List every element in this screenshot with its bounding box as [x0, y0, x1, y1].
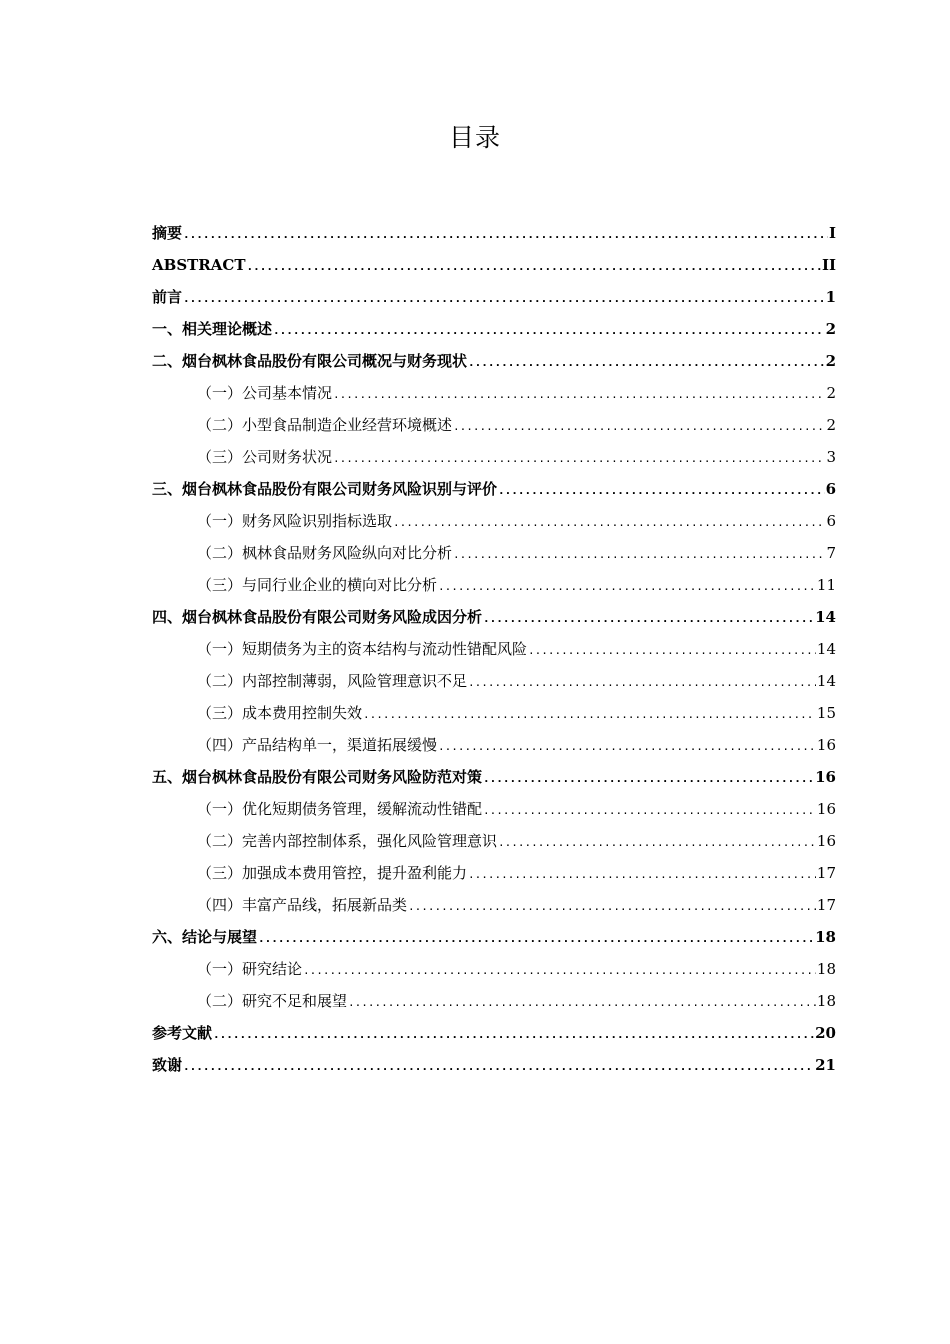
toc-page-number: 14: [816, 672, 836, 690]
dot-leader: [183, 1051, 814, 1083]
toc-entry-label: 加强成本费用管控，提升盈利能力: [242, 864, 468, 882]
toc-subentry[interactable]: [152, 697, 836, 729]
toc-subentry[interactable]: [152, 825, 836, 857]
dot-leader: [183, 219, 828, 251]
toc-page-number: 2: [826, 384, 836, 402]
toc-entry-label: 前言: [152, 288, 183, 306]
toc-subentry[interactable]: [152, 985, 836, 1017]
toc-entry-number: （三）: [197, 448, 243, 466]
toc-entry[interactable]: [152, 281, 836, 313]
toc-subentry[interactable]: [152, 441, 836, 473]
toc-entry[interactable]: [152, 1017, 836, 1049]
dot-leader: [247, 251, 821, 283]
dot-leader: [258, 923, 814, 955]
dot-leader: [213, 1019, 814, 1051]
toc-page-number: 20: [815, 1024, 836, 1042]
toc-entry-label: 二、烟台枫林食品股份有限公司概况与财务现状: [152, 352, 468, 370]
toc-entry[interactable]: [152, 249, 836, 281]
toc-page-number: 14: [815, 608, 836, 626]
toc-page-number: 2: [826, 416, 836, 434]
toc-page-number: 14: [816, 640, 836, 658]
toc-entry-number: （一）: [197, 800, 243, 818]
toc-entry-number: （二）: [197, 672, 243, 690]
dot-leader: [483, 603, 814, 635]
dot-leader: [303, 955, 816, 987]
toc-subentry[interactable]: [152, 793, 836, 825]
dot-leader: [363, 699, 816, 731]
toc-subentry[interactable]: [152, 889, 836, 921]
toc-entry-label: 财务风险识别指标选取: [242, 512, 393, 530]
toc-entry-label: 丰富产品线，拓展新品类: [242, 896, 408, 914]
dot-leader: [498, 827, 816, 859]
toc-entry[interactable]: [152, 313, 836, 345]
toc-page-number: 6: [825, 480, 836, 498]
dot-leader: [348, 987, 816, 1019]
toc-entry-number: （三）: [197, 864, 243, 882]
toc-entry-label: 六、结论与展望: [152, 928, 258, 946]
toc-entry-number: （一）: [197, 512, 243, 530]
toc-page-number: 18: [815, 928, 836, 946]
toc-subentry[interactable]: [152, 409, 836, 441]
toc-entry-label: 五、烟台枫林食品股份有限公司财务风险防范对策: [152, 768, 483, 786]
toc-subentry[interactable]: [152, 665, 836, 697]
toc-entry-label: 摘要: [152, 224, 183, 242]
toc-page-number: 17: [816, 896, 836, 914]
toc-entry-number: （一）: [197, 384, 243, 402]
toc-page-number: II: [821, 256, 836, 274]
toc-page-number: 16: [816, 736, 836, 754]
dot-leader: [333, 443, 825, 475]
toc-entry-label: ABSTRACT: [152, 256, 246, 274]
dot-leader: [393, 507, 825, 539]
dot-leader: [483, 763, 814, 795]
toc-entry-number: （三）: [197, 576, 243, 594]
dot-leader: [453, 411, 825, 443]
toc-entry-label: 完善内部控制体系，强化风险管理意识: [242, 832, 498, 850]
toc-entry-number: （一）: [197, 960, 243, 978]
toc-entry-label: 小型食品制造企业经营环境概述: [242, 416, 453, 434]
toc-entry-label: 参考文献: [152, 1024, 213, 1042]
toc-entry-label: 一、相关理论概述: [152, 320, 273, 338]
toc-subentry[interactable]: [152, 857, 836, 889]
dot-leader: [183, 283, 825, 315]
toc-subentry[interactable]: [152, 729, 836, 761]
toc-page-number: 6: [826, 512, 836, 530]
toc-entry[interactable]: [152, 473, 836, 505]
dot-leader: [438, 731, 816, 763]
toc-entry[interactable]: [152, 921, 836, 953]
toc-entry-label: 公司财务状况: [242, 448, 333, 466]
toc-subentry[interactable]: [152, 569, 836, 601]
toc-page-number: 18: [816, 992, 836, 1010]
toc-entry-label: 四、烟台枫林食品股份有限公司财务风险成因分析: [152, 608, 483, 626]
toc-page-number: 2: [825, 320, 836, 338]
toc-entry-label: 成本费用控制失效: [242, 704, 363, 722]
toc-entry[interactable]: [152, 1049, 836, 1081]
dot-leader: [468, 667, 816, 699]
toc-entry-label: 枫林食品财务风险纵向对比分析: [242, 544, 453, 562]
toc-entry-number: （二）: [197, 544, 243, 562]
toc-entry-label: 研究结论: [242, 960, 303, 978]
toc-entry[interactable]: [152, 601, 836, 633]
toc-page-number: 16: [816, 800, 836, 818]
dot-leader: [528, 635, 816, 667]
toc-page-number: 18: [816, 960, 836, 978]
toc-entry-number: （二）: [197, 416, 243, 434]
toc-subentry[interactable]: [152, 953, 836, 985]
toc-subentry[interactable]: [152, 633, 836, 665]
toc-page-number: 17: [816, 864, 836, 882]
dot-leader: [273, 315, 825, 347]
toc-entry-label: 致谢: [152, 1056, 183, 1074]
toc-entry-number: （二）: [197, 992, 243, 1010]
toc-entry-number: （四）: [197, 896, 243, 914]
toc-entry-label: 公司基本情况: [242, 384, 333, 402]
dot-leader: [333, 379, 825, 411]
toc-subentry[interactable]: [152, 377, 836, 409]
toc-page-number: 16: [816, 832, 836, 850]
toc-page-number: 1: [825, 288, 836, 306]
table-of-contents: [152, 217, 836, 1081]
toc-entry-label: 产品结构单一，渠道拓展缓慢: [242, 736, 438, 754]
dot-leader: [438, 571, 816, 603]
toc-page-number: 7: [826, 544, 836, 562]
dot-leader: [453, 539, 825, 571]
toc-page-number: 15: [816, 704, 836, 722]
toc-entry-number: （三）: [197, 704, 243, 722]
toc-entry-number: （四）: [197, 736, 243, 754]
toc-page-number: I: [828, 224, 836, 242]
toc-page-number: 21: [815, 1056, 836, 1074]
dot-leader: [498, 475, 825, 507]
toc-title: 目录: [448, 123, 501, 152]
dot-leader: [483, 795, 816, 827]
toc-entry[interactable]: [152, 761, 836, 793]
toc-subentry[interactable]: [152, 537, 836, 569]
toc-entry-label: 与同行业企业的横向对比分析: [242, 576, 438, 594]
toc-entry-label: 内部控制薄弱，风险管理意识不足: [242, 672, 468, 690]
toc-entry-label: 研究不足和展望: [242, 992, 348, 1010]
toc-entry-number: （一）: [197, 640, 243, 658]
toc-page-number: 3: [826, 448, 836, 466]
toc-subentry[interactable]: [152, 505, 836, 537]
toc-entry-label: 优化短期债务管理，缓解流动性错配: [242, 800, 483, 818]
toc-page-number: 16: [815, 768, 836, 786]
toc-entry-number: （二）: [197, 832, 243, 850]
dot-leader: [468, 347, 825, 379]
toc-entry-label: 三、烟台枫林食品股份有限公司财务风险识别与评价: [152, 480, 498, 498]
toc-page-number: 11: [816, 576, 836, 594]
dot-leader: [468, 859, 816, 891]
toc-entry[interactable]: [152, 217, 836, 249]
toc-entry[interactable]: [152, 345, 836, 377]
toc-page-number: 2: [825, 352, 836, 370]
toc-entry-label: 短期债务为主的资本结构与流动性错配风险: [242, 640, 528, 658]
dot-leader: [408, 891, 816, 923]
